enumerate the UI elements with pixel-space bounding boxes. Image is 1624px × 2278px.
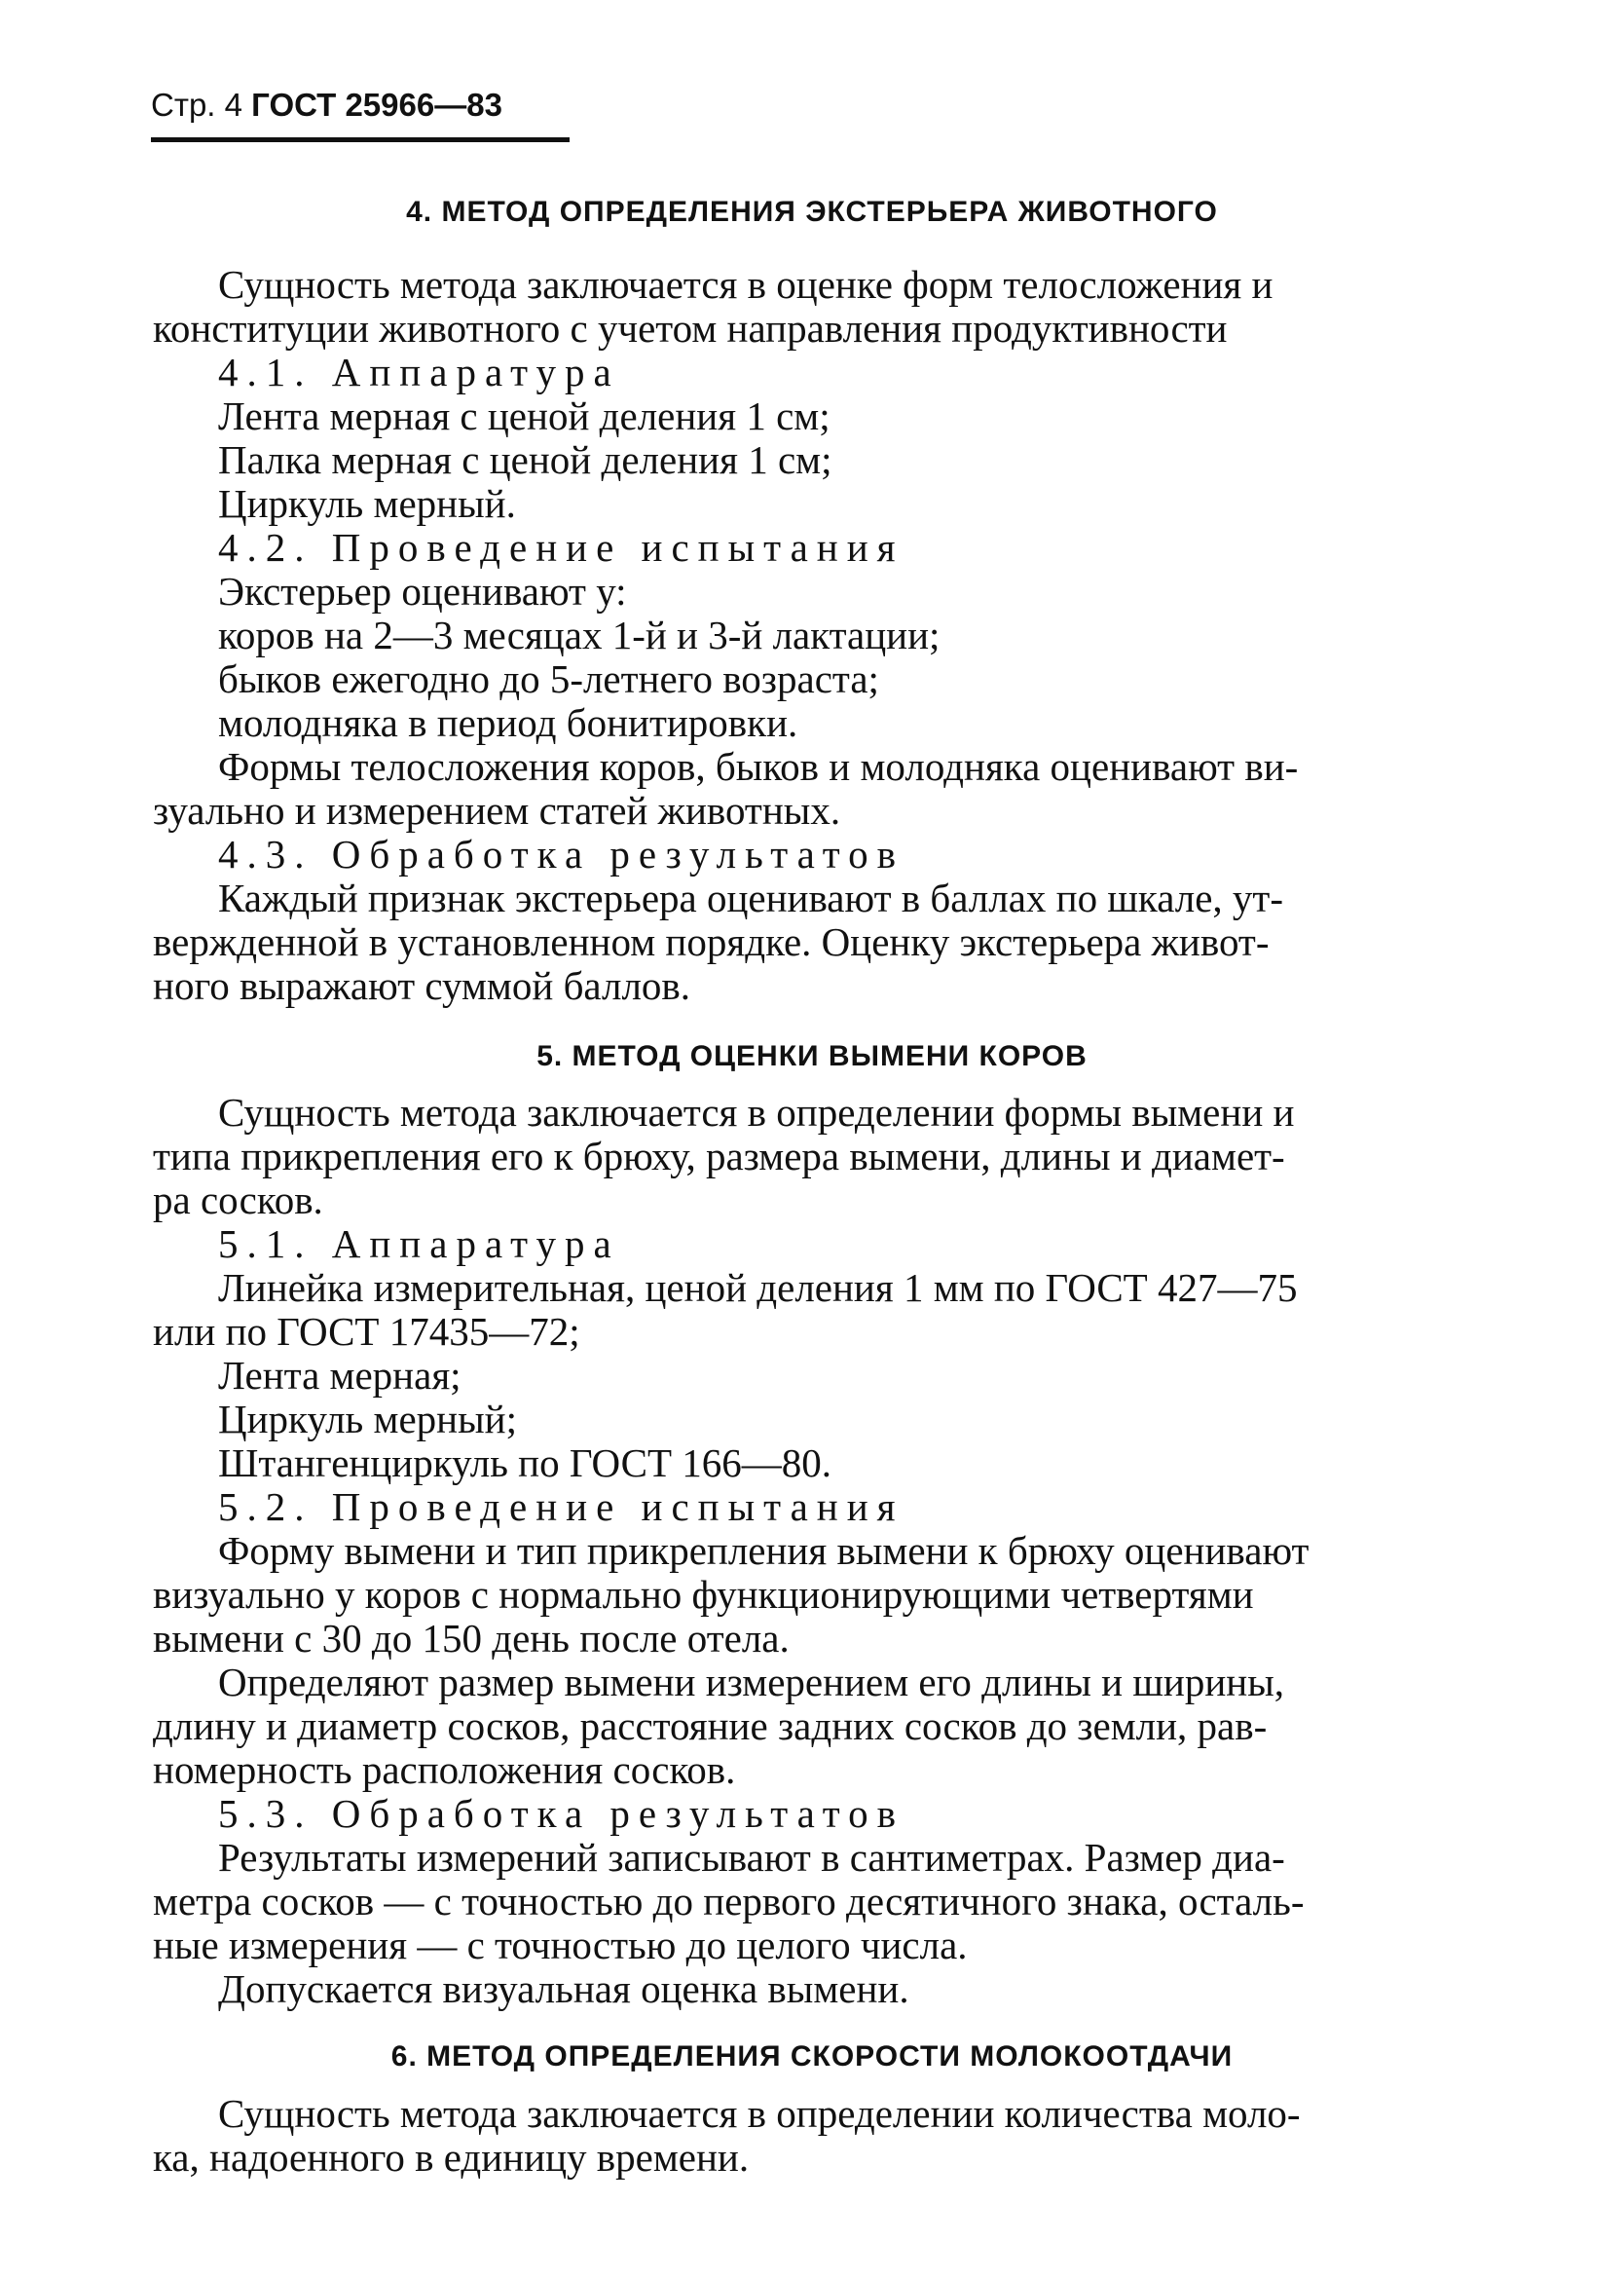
paragraph-line: молодняка в период бонитировки.: [218, 700, 798, 745]
paragraph-line: Сущность метода заключается в определении формы вымени и: [218, 1090, 1295, 1135]
paragraph-line: Формы телосложения коров, быков и молодняка оценивают ви-: [218, 744, 1299, 789]
paragraph-line: Сущность метода заключается в определении количества моло-: [218, 2091, 1301, 2136]
paragraph-line: Допускается визуальная оценка вымени.: [218, 1966, 909, 2011]
paragraph-line: Циркуль мерный.: [218, 481, 516, 526]
paragraph-line: Лента мерная;: [218, 1353, 461, 1398]
section-4-heading: 4. МЕТОД ОПРЕДЕЛЕНИЯ ЭКСТЕРЬЕРА ЖИВОТНОГО: [406, 196, 1218, 228]
paragraph-line: Каждый признак экстерьера оценивают в баллах по шкале, ут-: [218, 876, 1284, 920]
paragraph-line: Определяют размер вымени измерением его длины и ширины,: [218, 1660, 1285, 1704]
section-6-heading: 6. МЕТОД ОПРЕДЕЛЕНИЯ СКОРОСТИ МОЛОКООТДАЧИ: [390, 2040, 1234, 2073]
subsection-title: 4.3. Обработка результатов: [218, 832, 905, 877]
paragraph-line: быков ежегодно до 5-летнего возраста;: [218, 656, 879, 701]
paragraph-line: вымени с 30 до 150 день после отела.: [153, 1616, 790, 1661]
paragraph-line: типа прикрепления его к брюху, размера вымени, длины и диамет-: [153, 1134, 1285, 1178]
paragraph-line: коров на 2—3 месяцах 1-й и 3-й лактации;: [218, 613, 941, 657]
paragraph-line: Лента мерная с ценой деления 1 см;: [218, 393, 830, 438]
paragraph-line: метра сосков — с точностью до первого десятичного знака, осталь-: [153, 1879, 1305, 1923]
paragraph-line: Сущность метода заключается в оценке форм телосложения и: [218, 262, 1273, 307]
paragraph-line: Циркуль мерный;: [218, 1397, 517, 1441]
paragraph-line: номерность расположения сосков.: [153, 1747, 736, 1792]
paragraph-line: или по ГОСТ 17435—72;: [153, 1309, 580, 1354]
paragraph-line: конституции животного с учетом направления продуктивности: [153, 306, 1228, 351]
paragraph-line: Экстерьер оценивают у:: [218, 569, 627, 614]
paragraph-line: Линейка измерительная, ценой деления 1 мм по ГОСТ 427—75: [218, 1265, 1298, 1310]
subsection-title: 5.3. Обработка результатов: [218, 1791, 905, 1836]
subsection-title: 4.1. Аппаратура: [218, 350, 620, 394]
paragraph-line: ка, надоенного в единицу времени.: [153, 2135, 750, 2180]
paragraph-line: вержденной в установленном порядке. Оценку экстерьера живот-: [153, 919, 1270, 964]
subsection-title: 5.2. Проведение испытания: [218, 1484, 904, 1529]
page-number: Стр. 4: [151, 87, 242, 123]
subsection-title: 5.1. Аппаратура: [218, 1221, 620, 1266]
paragraph-line: ного выражают суммой баллов.: [153, 963, 691, 1008]
paragraph-line: ра сосков.: [153, 1177, 323, 1222]
paragraph-line: длину и диаметр сосков, расстояние задних сосков до земли, рав-: [153, 1703, 1268, 1748]
paragraph-line: зуально и измерением статей животных.: [153, 788, 841, 833]
paragraph-line: ные измерения — с точностью до целого числа.: [153, 1923, 968, 1967]
subsection-title: 4.2. Проведение испытания: [218, 525, 904, 570]
page-header: [151, 84, 502, 127]
paragraph-line: визуально у коров с нормально функционирующими четвертями: [153, 1572, 1254, 1617]
section-5-heading: 5. МЕТОД ОЦЕНКИ ВЫМЕНИ КОРОВ: [536, 1040, 1088, 1072]
standard-number: ГОСТ 25966—83: [251, 87, 502, 123]
paragraph-line: Палка мерная с ценой деления 1 см;: [218, 437, 832, 482]
paragraph-line: Результаты измерений записывают в сантиметрах. Размер диа-: [218, 1835, 1285, 1880]
paragraph-line: Штангенциркуль по ГОСТ 166—80.: [218, 1440, 832, 1485]
header-rule: [151, 137, 570, 142]
paragraph-line: Форму вымени и тип прикрепления вымени к брюху оценивают: [218, 1528, 1310, 1573]
